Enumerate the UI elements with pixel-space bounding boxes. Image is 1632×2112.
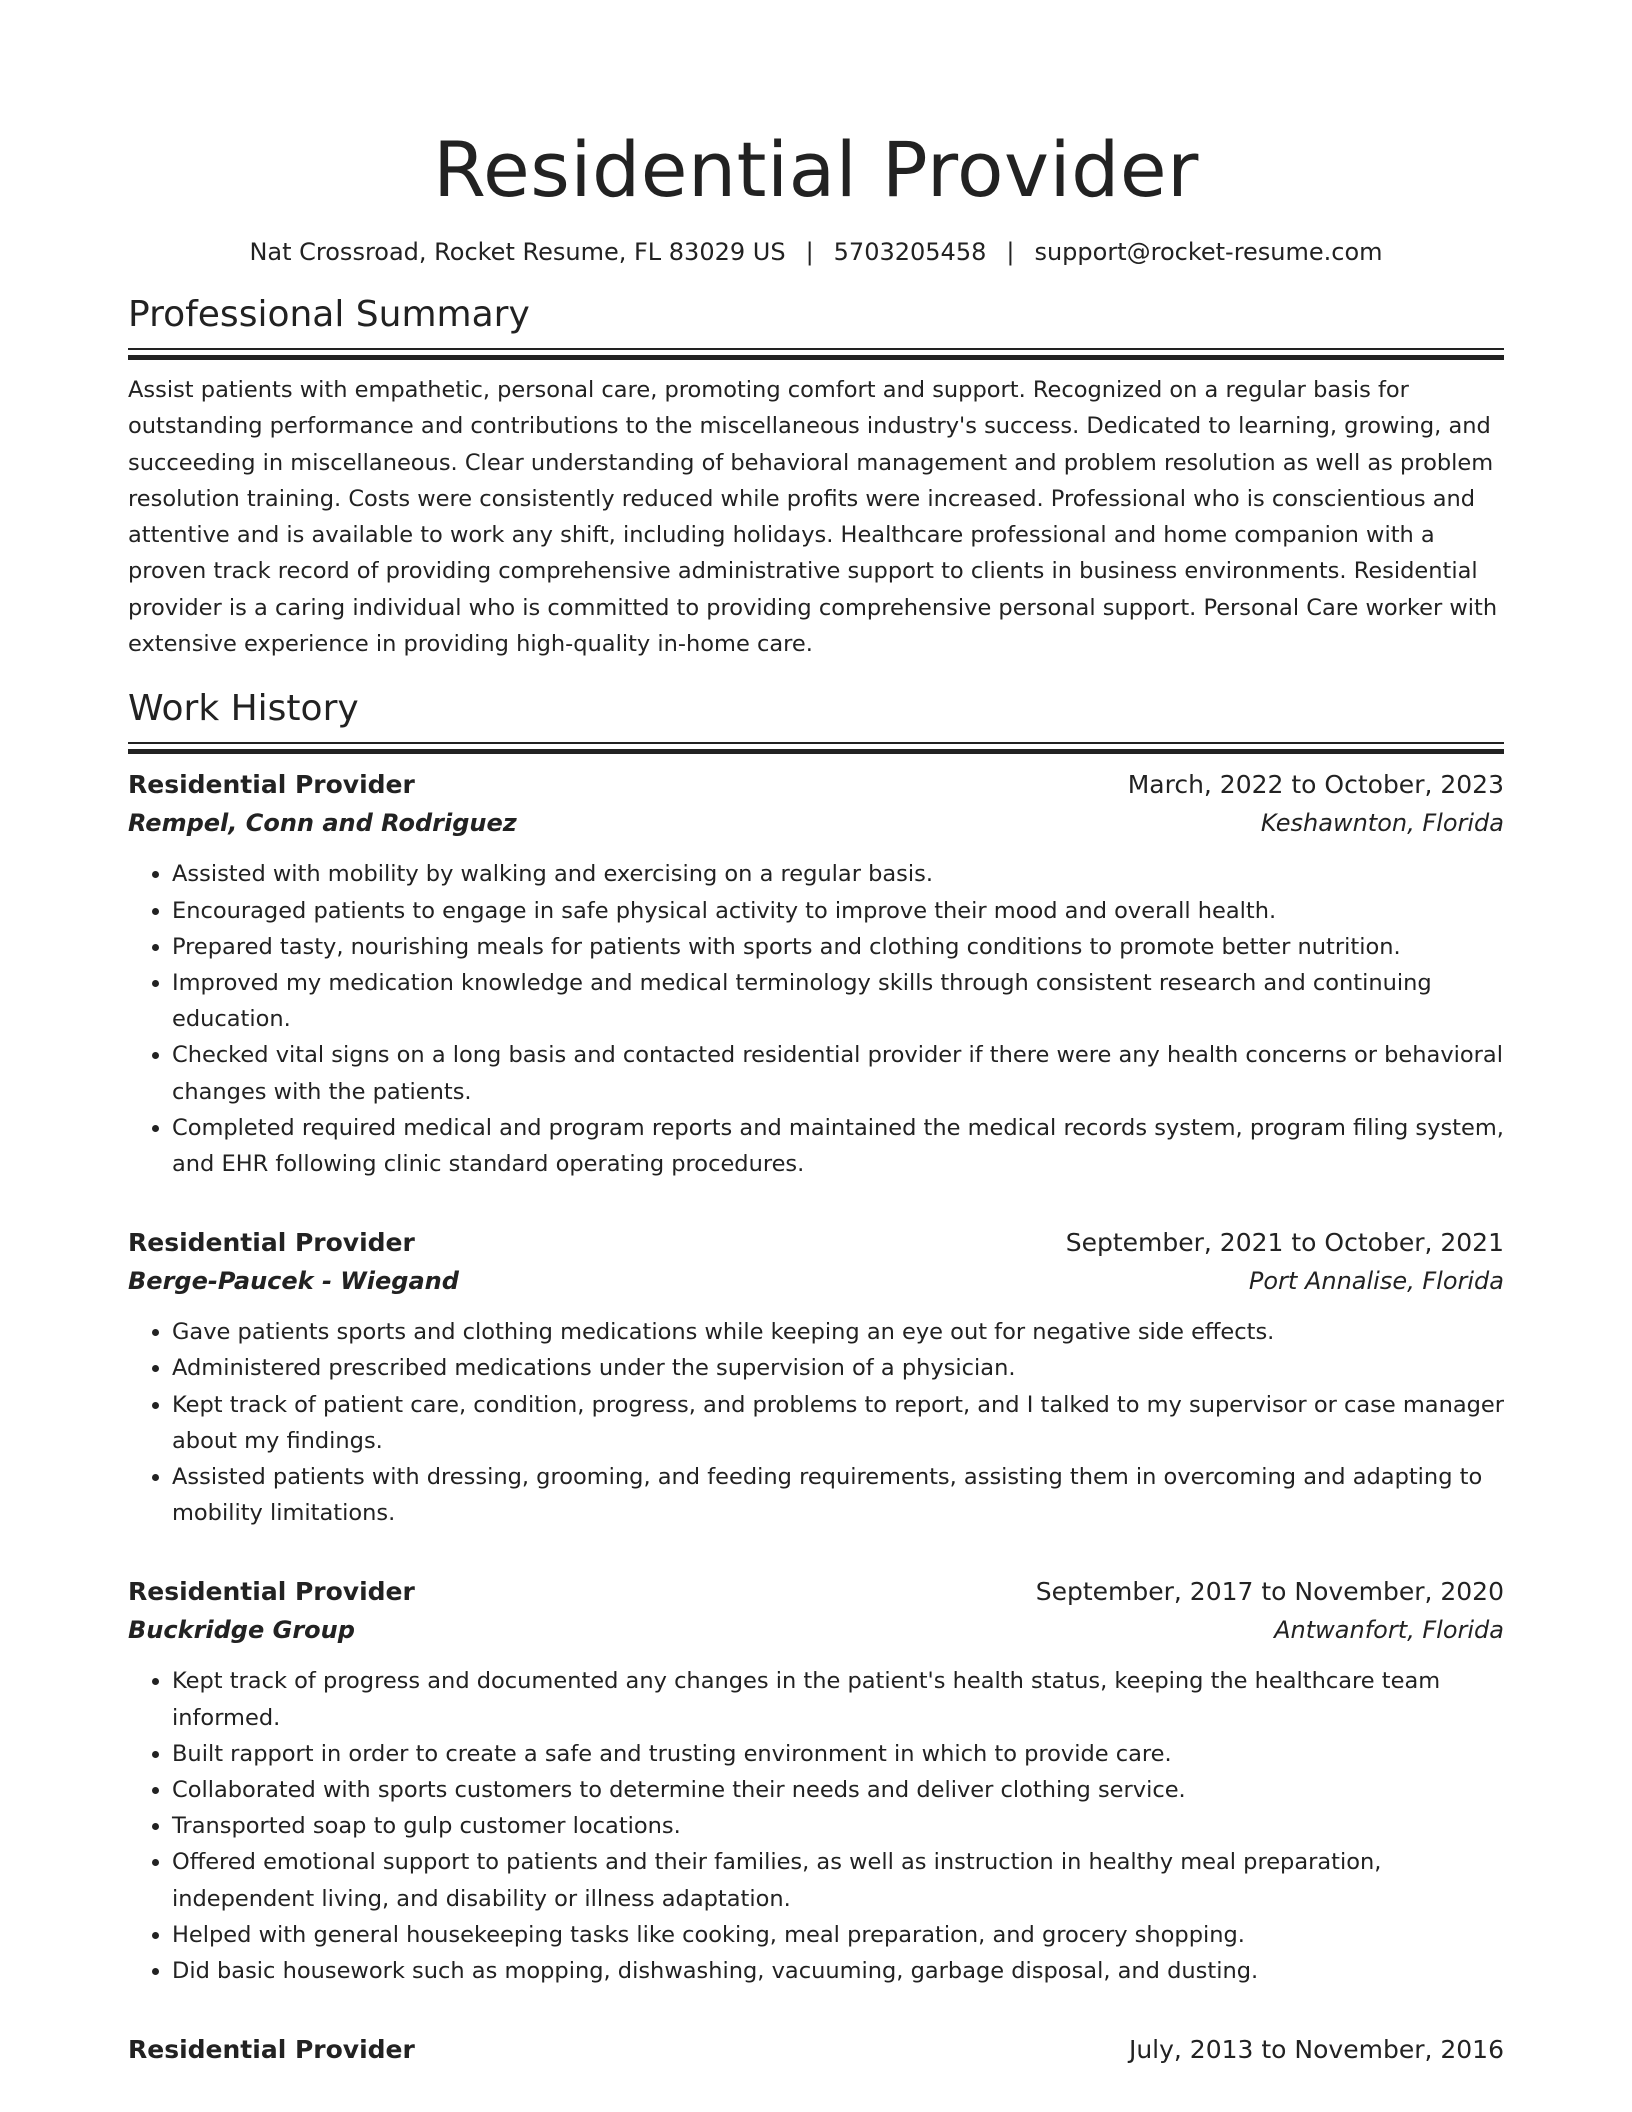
list-item: • Administered prescribed medications under the supervision of a physician.: [172, 1350, 1504, 1386]
summary-text: Assist patients with empathetic, personal care, promoting comfort and support. Recognized on a regular basis for outstanding performance and contributions to the miscellaneous industry's success. Dedicated to learning, growing, and succeeding in miscellaneous. Clear understanding of behavioral management and problem resolution as well as problem resolution training. Costs were consistently reduced while profits were increased. Professional who is conscientious and attentive and is available to work any shift, including holidays. Healthcare professional and home companion with a proven track record of providing comprehensive administrative support to clients in business environments. Residential provider is a caring individual who is committed to providing comprehensive personal support. Personal Care worker with extensive experience in providing high-quality in-home care.: [128, 377, 1498, 658]
list-item: • Encouraged patients to engage in safe physical activity to improve their mood and overall health.: [172, 893, 1504, 929]
contact-line: [128, 236, 1504, 268]
job-entry: [128, 1224, 1504, 1531]
job-title: Residential Provider: [128, 1577, 415, 1607]
job-subheader: [128, 1262, 1504, 1300]
job-title: Residential Provider: [128, 770, 415, 800]
job-bullets: [128, 1314, 1504, 1531]
list-item: • Transported soap to gulp customer locations.: [172, 1808, 1504, 1844]
list-item: • Did basic housework such as mopping, dishwashing, vacuuming, garbage disposal, and dusting.: [172, 1953, 1504, 1989]
list-item: • Completed required medical and program reports and maintained the medical records system, program filing system, and EHR following clinic standard operating procedures.: [172, 1110, 1504, 1182]
contact-phone: 5703205458: [833, 238, 987, 266]
job-dates: September, 2021 to October, 2021: [1065, 1228, 1504, 1258]
job-title: Residential Provider: [128, 1228, 415, 1258]
list-item: • Built rapport in order to create a safe and trusting environment in which to provide care.: [172, 1736, 1504, 1772]
job-header: [128, 766, 1504, 804]
job-header: [128, 1224, 1504, 1262]
job-location: Antwanfort, Florida: [1274, 1616, 1504, 1645]
job-subheader: [128, 804, 1504, 842]
job-company: Rempel, Conn and Rodriguez: [128, 809, 517, 838]
job-entry: [128, 766, 1504, 1182]
job-location: Port Annalise, Florida: [1248, 1267, 1504, 1296]
contact-email: support@rocket-resume.com: [1034, 238, 1383, 266]
list-item: • Assisted patients with dressing, grooming, and feeding requirements, assisting them in overcoming and adapting to mobility limitations.: [172, 1459, 1504, 1531]
job-subheader: [128, 1611, 1504, 1649]
contact-separator: |: [1006, 238, 1015, 266]
section-title-work-history: Work History: [128, 688, 359, 730]
job-header: [128, 2031, 1504, 2069]
job-entry: [128, 1573, 1504, 1989]
job-dates: March, 2022 to October, 2023: [1127, 770, 1504, 800]
job-header: [128, 1573, 1504, 1611]
job-location: Keshawnton, Florida: [1260, 809, 1504, 838]
list-item: • Offered emotional support to patients and their families, as well as instruction in healthy meal preparation, independent living, and disability or illness adaptation.: [172, 1844, 1504, 1916]
list-item: • Checked vital signs on a long basis and contacted residential provider if there were any health concerns or behavioral changes with the patients.: [172, 1037, 1504, 1109]
job-company: Buckridge Group: [128, 1616, 355, 1645]
resume-page: [128, 0, 1504, 2069]
list-item: • Kept track of patient care, condition, progress, and problems to report, and I talked to my supervisor or case manager about my findings.: [172, 1387, 1504, 1459]
resume-name: Residential Provider: [433, 125, 1199, 214]
job-bullets: [128, 1663, 1504, 1989]
section-title-summary: Professional Summary: [128, 294, 530, 335]
list-item: • Kept track of progress and documented any changes in the patient's health status, keeping the healthcare team informed.: [172, 1663, 1504, 1735]
contact-separator: |: [805, 238, 814, 266]
job-company: Berge-Paucek - Wiegand: [128, 1267, 459, 1296]
professional-summary-section: [128, 292, 1504, 662]
contact-address: Nat Crossroad, Rocket Resume, FL 83029 US: [249, 238, 786, 266]
section-divider: [128, 348, 1504, 360]
list-item: • Gave patients sports and clothing medications while keeping an eye out for negative side effects.: [172, 1314, 1504, 1350]
list-item: • Improved my medication knowledge and medical terminology skills through consistent research and continuing education.: [172, 965, 1504, 1037]
list-item: • Helped with general housekeeping tasks like cooking, meal preparation, and grocery shopping.: [172, 1917, 1504, 1953]
job-dates: July, 2013 to November, 2016: [1128, 2035, 1504, 2065]
job-bullets: [128, 856, 1504, 1182]
work-history-section: [128, 686, 1504, 2069]
list-item: • Collaborated with sports customers to determine their needs and deliver clothing service.: [172, 1772, 1504, 1808]
job-dates: September, 2017 to November, 2020: [1035, 1577, 1504, 1607]
list-item: • Assisted with mobility by walking and exercising on a regular basis.: [172, 856, 1504, 892]
section-divider: [128, 742, 1504, 754]
job-entry: [128, 2031, 1504, 2069]
list-item: • Prepared tasty, nourishing meals for patients with sports and clothing conditions to promote better nutrition.: [172, 929, 1504, 965]
job-title: Residential Provider: [128, 2035, 415, 2065]
